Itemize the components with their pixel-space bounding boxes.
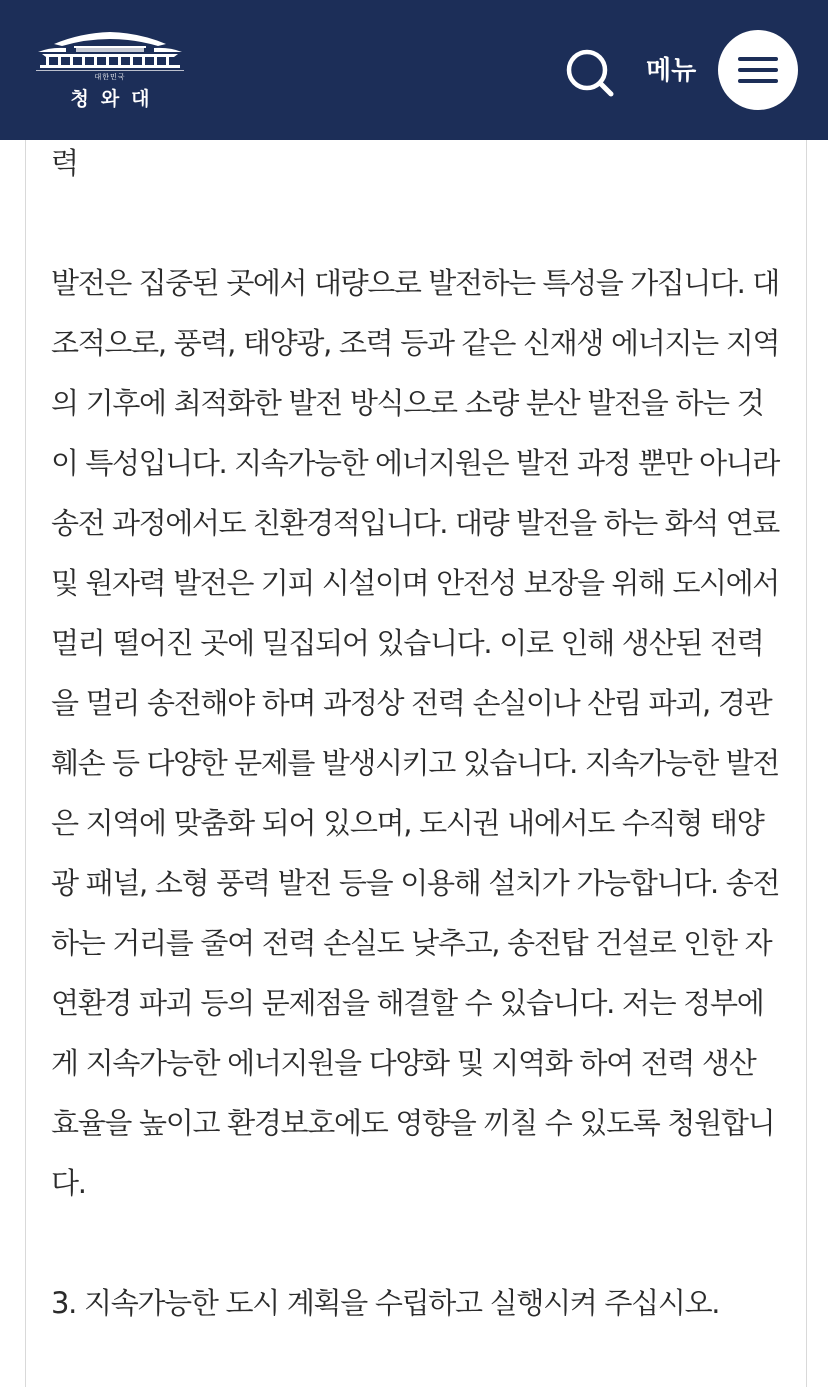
paragraph-line: 다. [51, 1166, 86, 1200]
paragraph-line: 게 지속가능한 에너지원을 다양화 및 지역화 하여 전력 생산 [51, 1046, 756, 1080]
site-header [0, 0, 828, 140]
paragraph-line: 하는 거리를 줄여 전력 손실도 낮추고, 송전탑 건설로 인한 자 [51, 926, 772, 960]
paragraph-line: 송전 과정에서도 친환경적입니다. 대량 발전을 하는 화석 연료 [51, 506, 779, 540]
hamburger-bar [738, 57, 778, 61]
blue-house-roof-icon [36, 30, 184, 72]
paragraph-line: 연환경 파괴 등의 문제점을 해결할 수 있습니다. 저는 정부에 [51, 986, 764, 1020]
paragraph-line: 을 멀리 송전해야 하며 과정상 전력 손실이나 산림 파괴, 경관 [51, 686, 772, 720]
paragraph-line: 훼손 등 다양한 문제를 발생시키고 있습니다. 지속가능한 발전 [51, 746, 779, 780]
petition-text-fragment: 력 [51, 146, 78, 180]
paragraph-line: 의 기후에 최적화한 발전 방식으로 소량 분산 발전을 하는 것 [51, 386, 764, 420]
search-icon [562, 46, 616, 100]
paragraph-line: 멀리 떨어진 곳에 밀집되어 있습니다. 이로 인해 생산된 전력 [51, 626, 764, 660]
paragraph-line: 조적으로, 풍력, 태양광, 조력 등과 같은 신재생 에너지는 지역 [51, 326, 780, 360]
paragraph-line: 발전은 집중된 곳에서 대량으로 발전하는 특성을 가집니다. 대 [51, 266, 779, 300]
search-button[interactable] [562, 46, 616, 100]
paragraph-line: 및 원자력 발전은 기피 시설이며 안전성 보장을 위해 도시에서 [51, 566, 779, 600]
cheongwadae-logo[interactable] [36, 30, 184, 110]
menu-label[interactable]: 메뉴 [646, 56, 697, 86]
paragraph-line: 효율을 높이고 환경보호에도 영향을 끼칠 수 있도록 청원합니 [51, 1106, 775, 1140]
hamburger-bar [738, 79, 778, 83]
logo-name: 청와대 [70, 88, 162, 110]
menu-button[interactable] [718, 30, 798, 110]
paragraph-line: 은 지역에 맞춤화 되어 있으며, 도시권 내에서도 수직형 태양 [51, 806, 764, 840]
paragraph-line: 광 패널, 소형 풍력 발전 등을 이용해 설치가 가능합니다. 송전 [51, 866, 780, 900]
section-3-heading: 3. 지속가능한 도시 계획을 수립하고 실행시켜 주십시오. [51, 1286, 720, 1320]
hamburger-bar [738, 68, 778, 72]
logo-country-label: 대한민국 [94, 73, 126, 81]
paragraph-line: 이 특성입니다. 지속가능한 에너지원은 발전 과정 뿐만 아니라 [51, 446, 779, 480]
